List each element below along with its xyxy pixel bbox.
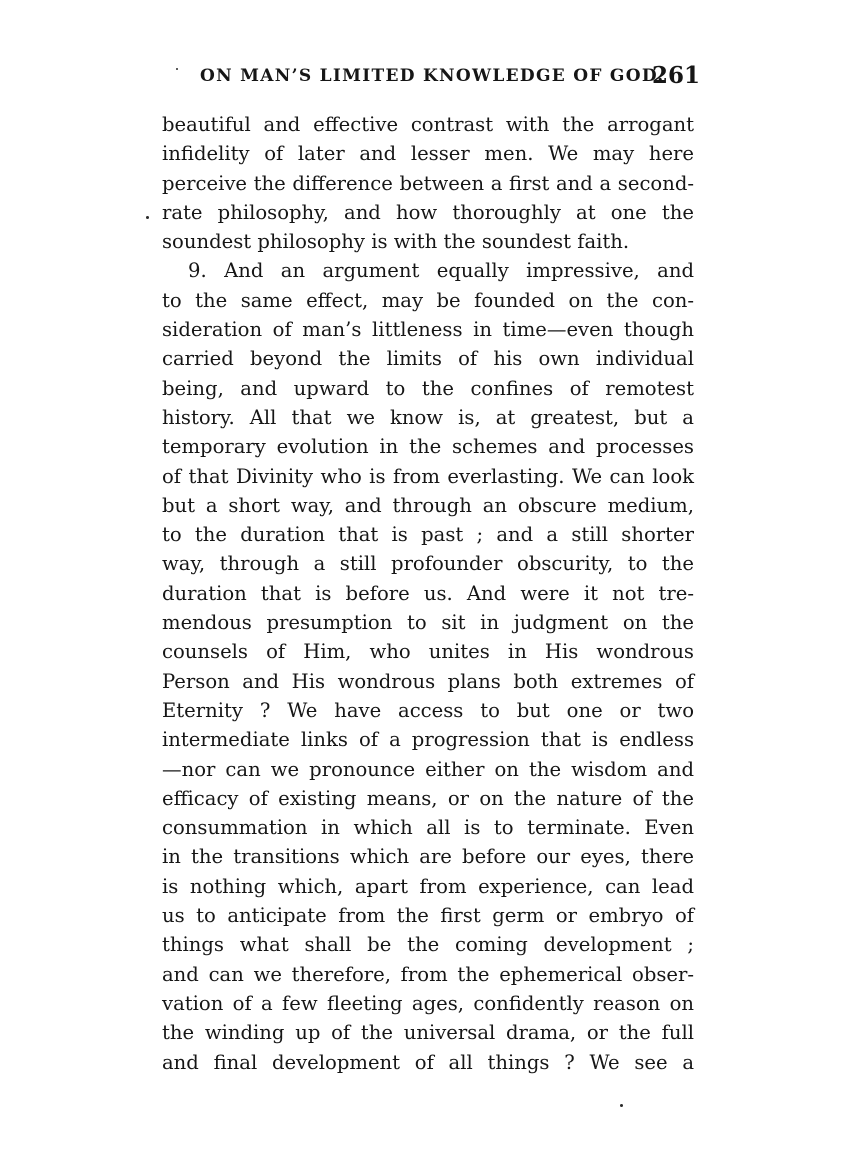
text-line: intermediate links of a progression that is endless	[162, 728, 694, 752]
text-line: efficacy of existing means, or on the nature of the	[162, 786, 694, 810]
page-number: 261	[651, 62, 700, 89]
text-line: and can we therefore, from the ephemerical obser-	[162, 962, 694, 986]
text-line: things what shall be the coming development ;	[162, 933, 694, 957]
print-speck-top	[176, 68, 178, 70]
text-line: way, through a still profounder obscurity, to the	[162, 552, 694, 576]
text-line: consummation in which all is to terminate. Even	[162, 816, 694, 840]
text-line: infidelity of later and lesser men. We may here	[162, 142, 694, 166]
text-line: to the duration that is past ; and a still shorter	[162, 523, 694, 547]
text-line: vation of a few fleeting ages, confidently reason on	[162, 991, 694, 1015]
print-speck-bottom	[620, 1104, 623, 1107]
text-line: counsels of Him, who unites in His wondrous	[162, 640, 694, 664]
text-line: perceive the difference between a first and a second-	[162, 171, 694, 195]
text-line: to the same effect, may be founded on the con-	[162, 288, 694, 312]
text-line: of that Divinity who is from everlasting. We can look	[162, 464, 694, 488]
print-speck-margin	[146, 216, 149, 219]
text-line: beautiful and effective contrast with the arrogant	[162, 113, 694, 136]
text-line: the winding up of the universal drama, or the full	[162, 1021, 694, 1045]
text-line: and final development of all things ? We see a	[162, 1050, 694, 1074]
text-line: rate philosophy, and how thoroughly at one the	[162, 200, 694, 224]
text-line: in the transitions which are before our eyes, there	[162, 845, 694, 869]
text-line: but a short way, and through an obscure medium,	[162, 493, 694, 517]
text-line: carried beyond the limits of his own individual	[162, 347, 694, 371]
text-line: 9. And an argument equally impressive, and	[188, 259, 694, 283]
text-line: Eternity ? We have access to but one or two	[162, 698, 694, 722]
text-line: history. All that we know is, at greatest, but a	[162, 405, 694, 429]
page-header	[200, 62, 700, 92]
text-line: —nor can we pronounce either on the wisdom and	[162, 757, 694, 781]
body-text	[162, 110, 694, 1077]
text-line: being, and upward to the confines of remotest	[162, 376, 694, 400]
running-title: ON MAN’S LIMITED KNOWLEDGE OF GOD.	[200, 66, 665, 86]
text-line: soundest philosophy is with the soundest faith.	[162, 230, 630, 254]
text-line: Person and His wondrous plans both extremes of	[162, 669, 694, 693]
text-line: sideration of man’s littleness in time—even though	[162, 318, 694, 342]
text-line: duration that is before us. And were it not tre-	[162, 581, 694, 605]
text-line: is nothing which, apart from experience, can lead	[162, 874, 694, 898]
text-line: temporary evolution in the schemes and processes	[162, 435, 694, 459]
text-line: us to anticipate from the first germ or embryo of	[162, 904, 694, 928]
text-line: mendous presumption to sit in judgment on the	[162, 611, 694, 635]
